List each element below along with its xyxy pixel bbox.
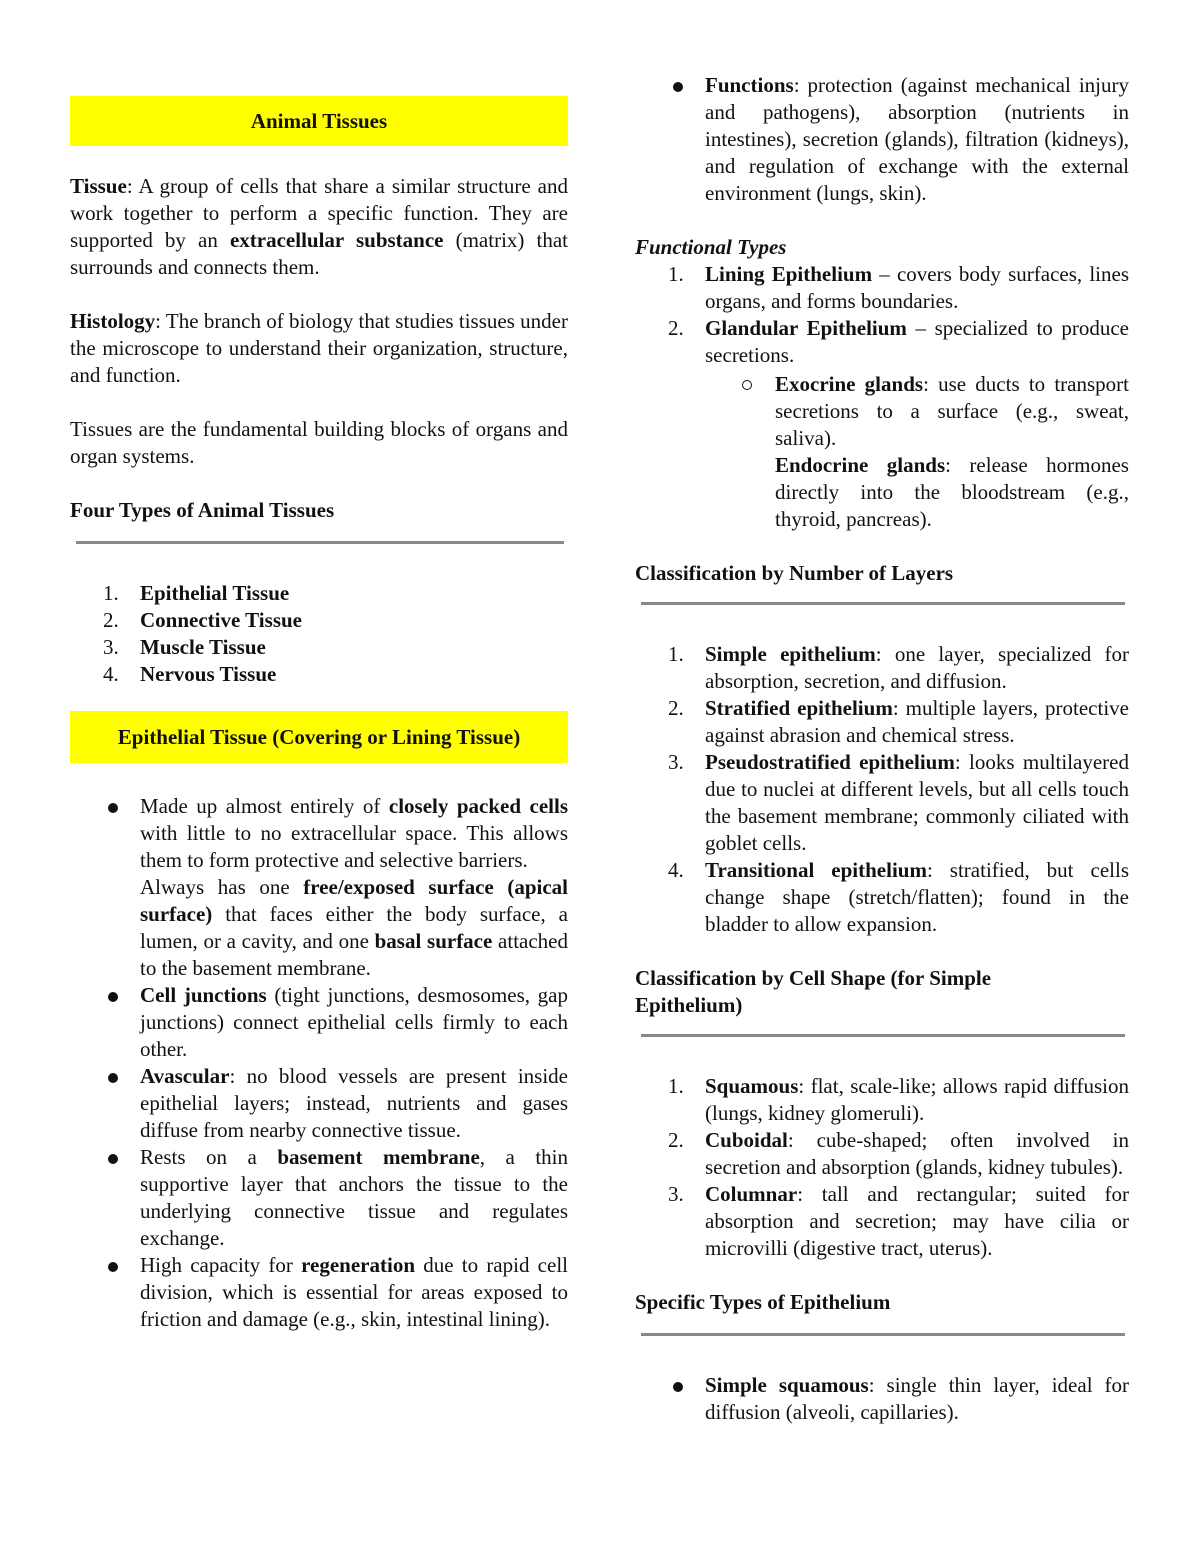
four-types-list [70, 580, 568, 688]
list-item: Endocrine glands: release hormones directly into the bloodstream (e.g., thyroid, pancreas). [775, 453, 1129, 531]
list-item: 4. Nervous Tissue [103, 662, 277, 686]
list-item: High capacity for regeneration due to rapid cell division, which is essential for areas exposed to friction and damage (e.g., skin, intestinal lining). [70, 1252, 568, 1333]
bullet-icon [108, 1073, 118, 1083]
list-item: Simple squamous: single thin layer, ideal for diffusion (alveoli, capillaries). [635, 1372, 1129, 1426]
bullet-icon [108, 1262, 118, 1272]
bullet-icon [108, 992, 118, 1002]
shape-list [635, 1073, 1129, 1262]
histology-term: Histology [70, 309, 156, 333]
layers-list [635, 641, 1129, 938]
left-column [70, 0, 568, 1333]
tissue-definition: Tissue: A group of cells that share a similar structure and work together to perform a specific function. They are supported by an extracellular substance (matrix) that surrounds and connects them. [70, 174, 569, 279]
shape-heading: Classification by Cell Shape (for Simple Epithelium) [635, 966, 992, 1017]
functional-types-heading: Functional Types [635, 235, 787, 259]
four-types-heading: Four Types of Animal Tissues [70, 498, 335, 522]
bullet-icon [673, 1382, 683, 1392]
functions-list [635, 72, 1129, 207]
list-item: Rests on a basement membrane, a thin supportive layer that anchors the tissue to the underlying connective tissue and regulates exchange. [70, 1144, 568, 1252]
list-item: Avascular: no blood vessels are present inside epithelial layers; instead, nutrients and gases diffuse from nearby connective tissue. [70, 1063, 568, 1144]
list-item: 4. Transitional epithelium: stratified, but cells change shape (stretch/flatten); found in the bladder to allow expansion. [668, 858, 1129, 936]
list-item: Made up almost entirely of closely packed cells with little to no extracellular space. This allows them to form protective and selective barriers. [70, 793, 568, 874]
circle-bullet-icon [742, 380, 752, 390]
specific-heading: Specific Types of Epithelium [635, 1290, 891, 1314]
list-item: 2. Connective Tissue [103, 608, 302, 632]
title-banner [70, 96, 568, 146]
tissue-term: Tissue [70, 174, 127, 198]
bullet-icon [108, 803, 118, 813]
functional-types-list [635, 261, 1129, 533]
right-column [635, 0, 1129, 1426]
list-item: 3. Muscle Tissue [103, 635, 266, 659]
epithelial-banner [70, 711, 568, 763]
page-title: Animal Tissues [250, 109, 388, 133]
list-item: Cell junctions (tight junctions, desmosomes, gap junctions) connect epithelial cells firmly to each other. [70, 982, 568, 1063]
list-item: 3. Columnar: tall and rectangular; suited for absorption and secretion; may have cilia or microvilli (digestive tract, uterus). [668, 1182, 1129, 1260]
bullet-icon [673, 82, 683, 92]
list-item: 3. Pseudostratified epithelium: looks multilayered due to nuclei at different levels, but all cells touch the basement membrane; commonly ciliated with goblet cells. [668, 750, 1129, 855]
list-item: 1. Lining Epithelium – covers body surfaces, lines organs, and forms boundaries. [668, 262, 1130, 313]
layers-heading: Classification by Number of Layers [635, 561, 954, 585]
list-item: 1. Squamous: flat, scale-like; allows rapid diffusion (lungs, kidney glomeruli). [668, 1074, 1129, 1125]
bullet-icon [108, 1154, 118, 1164]
list-item: 2. Stratified epithelium: multiple layers, protective against abrasion and chemical stress. [668, 696, 1129, 747]
building-blocks-text: Tissues are the fundamental building blocks of organs and organ systems. [70, 417, 568, 468]
specific-list [635, 1372, 1129, 1426]
list-item: 2. Cuboidal: cube-shaped; often involved in secretion and absorption (glands, kidney tubules). [668, 1128, 1129, 1179]
histology-definition: Histology: The branch of biology that studies tissues under the microscope to understand their organization, structure, and function. [70, 309, 568, 387]
list-item: 1. Epithelial Tissue [103, 581, 290, 605]
list-item: 1. Simple epithelium: one layer, specialized for absorption, secretion, and diffusion. [668, 642, 1129, 693]
epithelial-heading: Epithelial Tissue (Covering or Lining Tissue) [117, 725, 521, 749]
list-item: Always has one free/exposed surface (apical surface) that faces either the body surface, a lumen, or a cavity, and one basal surface attached to the basement membrane. [140, 875, 568, 980]
list-item: Exocrine glands: use ducts to transport secretions to a surface (e.g., sweat, saliva). [635, 371, 1129, 452]
list-item: 2. Glandular Epithelium – specialized to produce secretions. [668, 316, 1129, 367]
epithelial-properties-list [70, 793, 568, 1333]
list-item: Functions: protection (against mechanical injury and pathogens), absorption (nutrients in intestines), secretion (glands), filtration (kidneys), and regulation of exchange with the external environment (lungs, skin). [635, 72, 1129, 207]
